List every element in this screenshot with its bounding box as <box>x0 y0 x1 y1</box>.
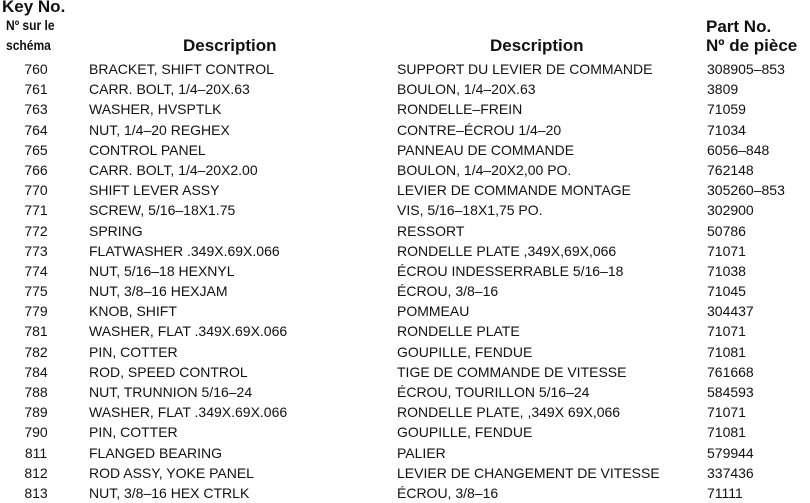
key-number-cell: 766 <box>24 161 48 178</box>
key-number-cell: 765 <box>24 141 48 158</box>
part-number-cell: 71034 <box>707 121 746 138</box>
key-no-header-fr-line2: schéma <box>6 37 51 53</box>
part-number-cell: 71071 <box>707 242 746 259</box>
description-en-cell: WASHER, HVSPTLK <box>89 101 222 118</box>
key-number-cell: 761 <box>24 81 48 98</box>
table-row <box>0 120 810 140</box>
table-row <box>0 160 810 180</box>
description-fr-cell: PALIER <box>397 444 446 461</box>
description-fr-cell: RONDELLE PLATE, ,349X 69X,066 <box>397 404 621 421</box>
description-en-cell: WASHER, FLAT .349X.69X.066 <box>89 323 288 340</box>
table-row <box>0 443 810 463</box>
description-fr-cell: POMMEAU <box>397 303 470 320</box>
key-number-cell: 788 <box>24 384 48 400</box>
part-number-cell: 337436 <box>707 464 754 481</box>
part-number-cell: 308905–853 <box>707 61 785 77</box>
description-en-cell: NUT, 3/8–16 HEXJAM <box>89 283 228 300</box>
key-number-cell: 772 <box>24 222 48 239</box>
description-en-cell: CARR. BOLT, 1/4–20X2.00 <box>89 161 258 178</box>
part-no-header: Part No. <box>706 17 772 36</box>
key-number-cell: 812 <box>24 464 48 481</box>
description-fr-cell: GOUPILLE, FENDUE <box>397 424 533 441</box>
part-number-cell: 762148 <box>707 161 754 178</box>
table-row <box>0 463 810 483</box>
table-row <box>0 59 810 79</box>
key-number-cell: 782 <box>24 343 48 360</box>
key-number-cell: 775 <box>24 283 48 300</box>
description-fr-cell: LEVIER DE COMMANDE MONTAGE <box>397 182 631 199</box>
part-number-cell: 302900 <box>707 202 754 219</box>
description-fr-cell: BOULON, 1/4–20X2,00 PO. <box>397 161 572 178</box>
part-number-cell: 71045 <box>707 283 746 300</box>
description-fr-cell: TIGE DE COMMANDE DE VITESSE <box>397 363 627 380</box>
part-number-cell: 71071 <box>707 404 746 421</box>
table-row <box>0 180 810 200</box>
table-row <box>0 241 810 261</box>
key-number-cell: 813 <box>24 484 48 501</box>
key-number-cell: 774 <box>24 262 48 279</box>
part-number-cell: 584593 <box>707 384 754 400</box>
description-fr-cell: CONTRE–ÉCROU 1/4–20 <box>397 121 562 138</box>
table-row <box>0 79 810 99</box>
description-fr-cell: RONDELLE PLATE <box>397 323 520 340</box>
description-fr-cell: BOULON, 1/4–20X.63 <box>397 81 536 98</box>
part-number-cell: 3809 <box>707 81 739 98</box>
description-en-cell: ROD ASSY, YOKE PANEL <box>89 464 254 481</box>
description-en-cell: SHIFT LEVER ASSY <box>89 182 220 199</box>
key-number-cell: 789 <box>24 404 48 421</box>
key-number-cell: 770 <box>24 182 48 199</box>
table-row <box>0 301 810 321</box>
key-number-cell: 779 <box>24 303 48 320</box>
key-no-header: Key No. <box>2 0 66 16</box>
table-row <box>0 99 810 119</box>
description-fr-cell: LEVIER DE CHANGEMENT DE VITESSE <box>397 464 660 481</box>
description-en-cell: CARR. BOLT, 1/4–20X.63 <box>89 81 250 98</box>
part-number-cell: 71071 <box>707 323 746 340</box>
key-no-header-fr-line1: Nº sur le <box>6 17 55 33</box>
description-en-cell: BRACKET, SHIFT CONTROL <box>89 61 274 77</box>
part-number-cell: 304437 <box>707 303 754 320</box>
description-en-header: Description <box>183 36 277 55</box>
description-fr-cell: ÉCROU INDESSERRABLE 5/16–18 <box>397 262 624 279</box>
description-en-cell: KNOB, SHIFT <box>89 303 177 320</box>
description-en-cell: PIN, COTTER <box>89 343 178 360</box>
description-fr-cell: VIS, 5/16–18X1,75 PO. <box>397 202 543 219</box>
part-number-cell: 305260–853 <box>707 182 785 199</box>
parts-table-body <box>0 59 810 503</box>
key-number-cell: 763 <box>24 101 48 118</box>
description-en-cell: ROD, SPEED CONTROL <box>89 363 248 380</box>
key-number-cell: 784 <box>24 363 48 380</box>
description-en-cell: NUT, 5/16–18 HEXNYL <box>89 262 235 279</box>
key-number-cell: 773 <box>24 242 48 259</box>
key-number-cell: 790 <box>24 424 48 441</box>
description-fr-header: Description <box>490 36 584 55</box>
key-number-cell: 771 <box>24 202 48 219</box>
part-number-cell: 579944 <box>707 444 754 461</box>
description-fr-cell: ÉCROU, 3/8–16 <box>397 283 499 300</box>
table-row <box>0 140 810 160</box>
part-number-cell: 71081 <box>707 343 746 360</box>
description-fr-cell: RESSORT <box>397 222 465 239</box>
key-number-cell: 811 <box>24 444 48 461</box>
description-fr-cell: SUPPORT DU LEVIER DE COMMANDE <box>397 61 653 77</box>
key-number-cell: 760 <box>24 61 48 77</box>
table-row <box>0 382 810 402</box>
part-number-cell: 71059 <box>707 101 746 118</box>
table-row <box>0 362 810 382</box>
description-fr-cell: RONDELLE PLATE ,349X,69X,066 <box>397 242 617 259</box>
key-number-cell: 764 <box>24 121 48 138</box>
description-fr-cell: ÉCROU, TOURILLON 5/16–24 <box>397 384 590 400</box>
table-row <box>0 402 810 422</box>
description-fr-cell: RONDELLE–FREIN <box>397 101 523 118</box>
description-en-cell: FLANGED BEARING <box>89 444 223 461</box>
table-row <box>0 261 810 281</box>
description-en-cell: SPRING <box>89 222 143 239</box>
description-en-cell: PIN, COTTER <box>89 424 178 441</box>
description-fr-cell: ÉCROU, 3/8–16 <box>397 484 499 501</box>
description-en-cell: SCREW, 5/16–18X1.75 <box>89 202 236 219</box>
description-fr-cell: GOUPILLE, FENDUE <box>397 343 533 360</box>
description-en-cell: CONTROL PANEL <box>89 141 206 158</box>
table-row <box>0 200 810 220</box>
description-en-cell: NUT, TRUNNION 5/16–24 <box>89 384 253 400</box>
part-number-cell: 761668 <box>707 363 754 380</box>
description-en-cell: NUT, 3/8–16 HEX CTRLK <box>89 484 250 501</box>
key-number-cell: 781 <box>24 323 48 340</box>
description-en-cell: FLATWASHER .349X.69X.066 <box>89 242 280 259</box>
part-number-cell: 71111 <box>707 484 743 501</box>
part-number-cell: 50786 <box>707 222 746 239</box>
table-row <box>0 342 810 362</box>
description-en-cell: NUT, 1/4–20 REGHEX <box>89 121 230 138</box>
table-row <box>0 422 810 442</box>
part-number-cell: 6056–848 <box>707 141 770 158</box>
part-no-header-fr: Nº de pièce <box>706 36 798 55</box>
part-number-cell: 71081 <box>707 424 746 441</box>
description-en-cell: WASHER, FLAT .349X.69X.066 <box>89 404 288 421</box>
table-row <box>0 221 810 241</box>
table-row <box>0 321 810 341</box>
description-fr-cell: PANNEAU DE COMMANDE <box>397 141 575 158</box>
table-row <box>0 281 810 301</box>
part-number-cell: 71038 <box>707 262 746 279</box>
